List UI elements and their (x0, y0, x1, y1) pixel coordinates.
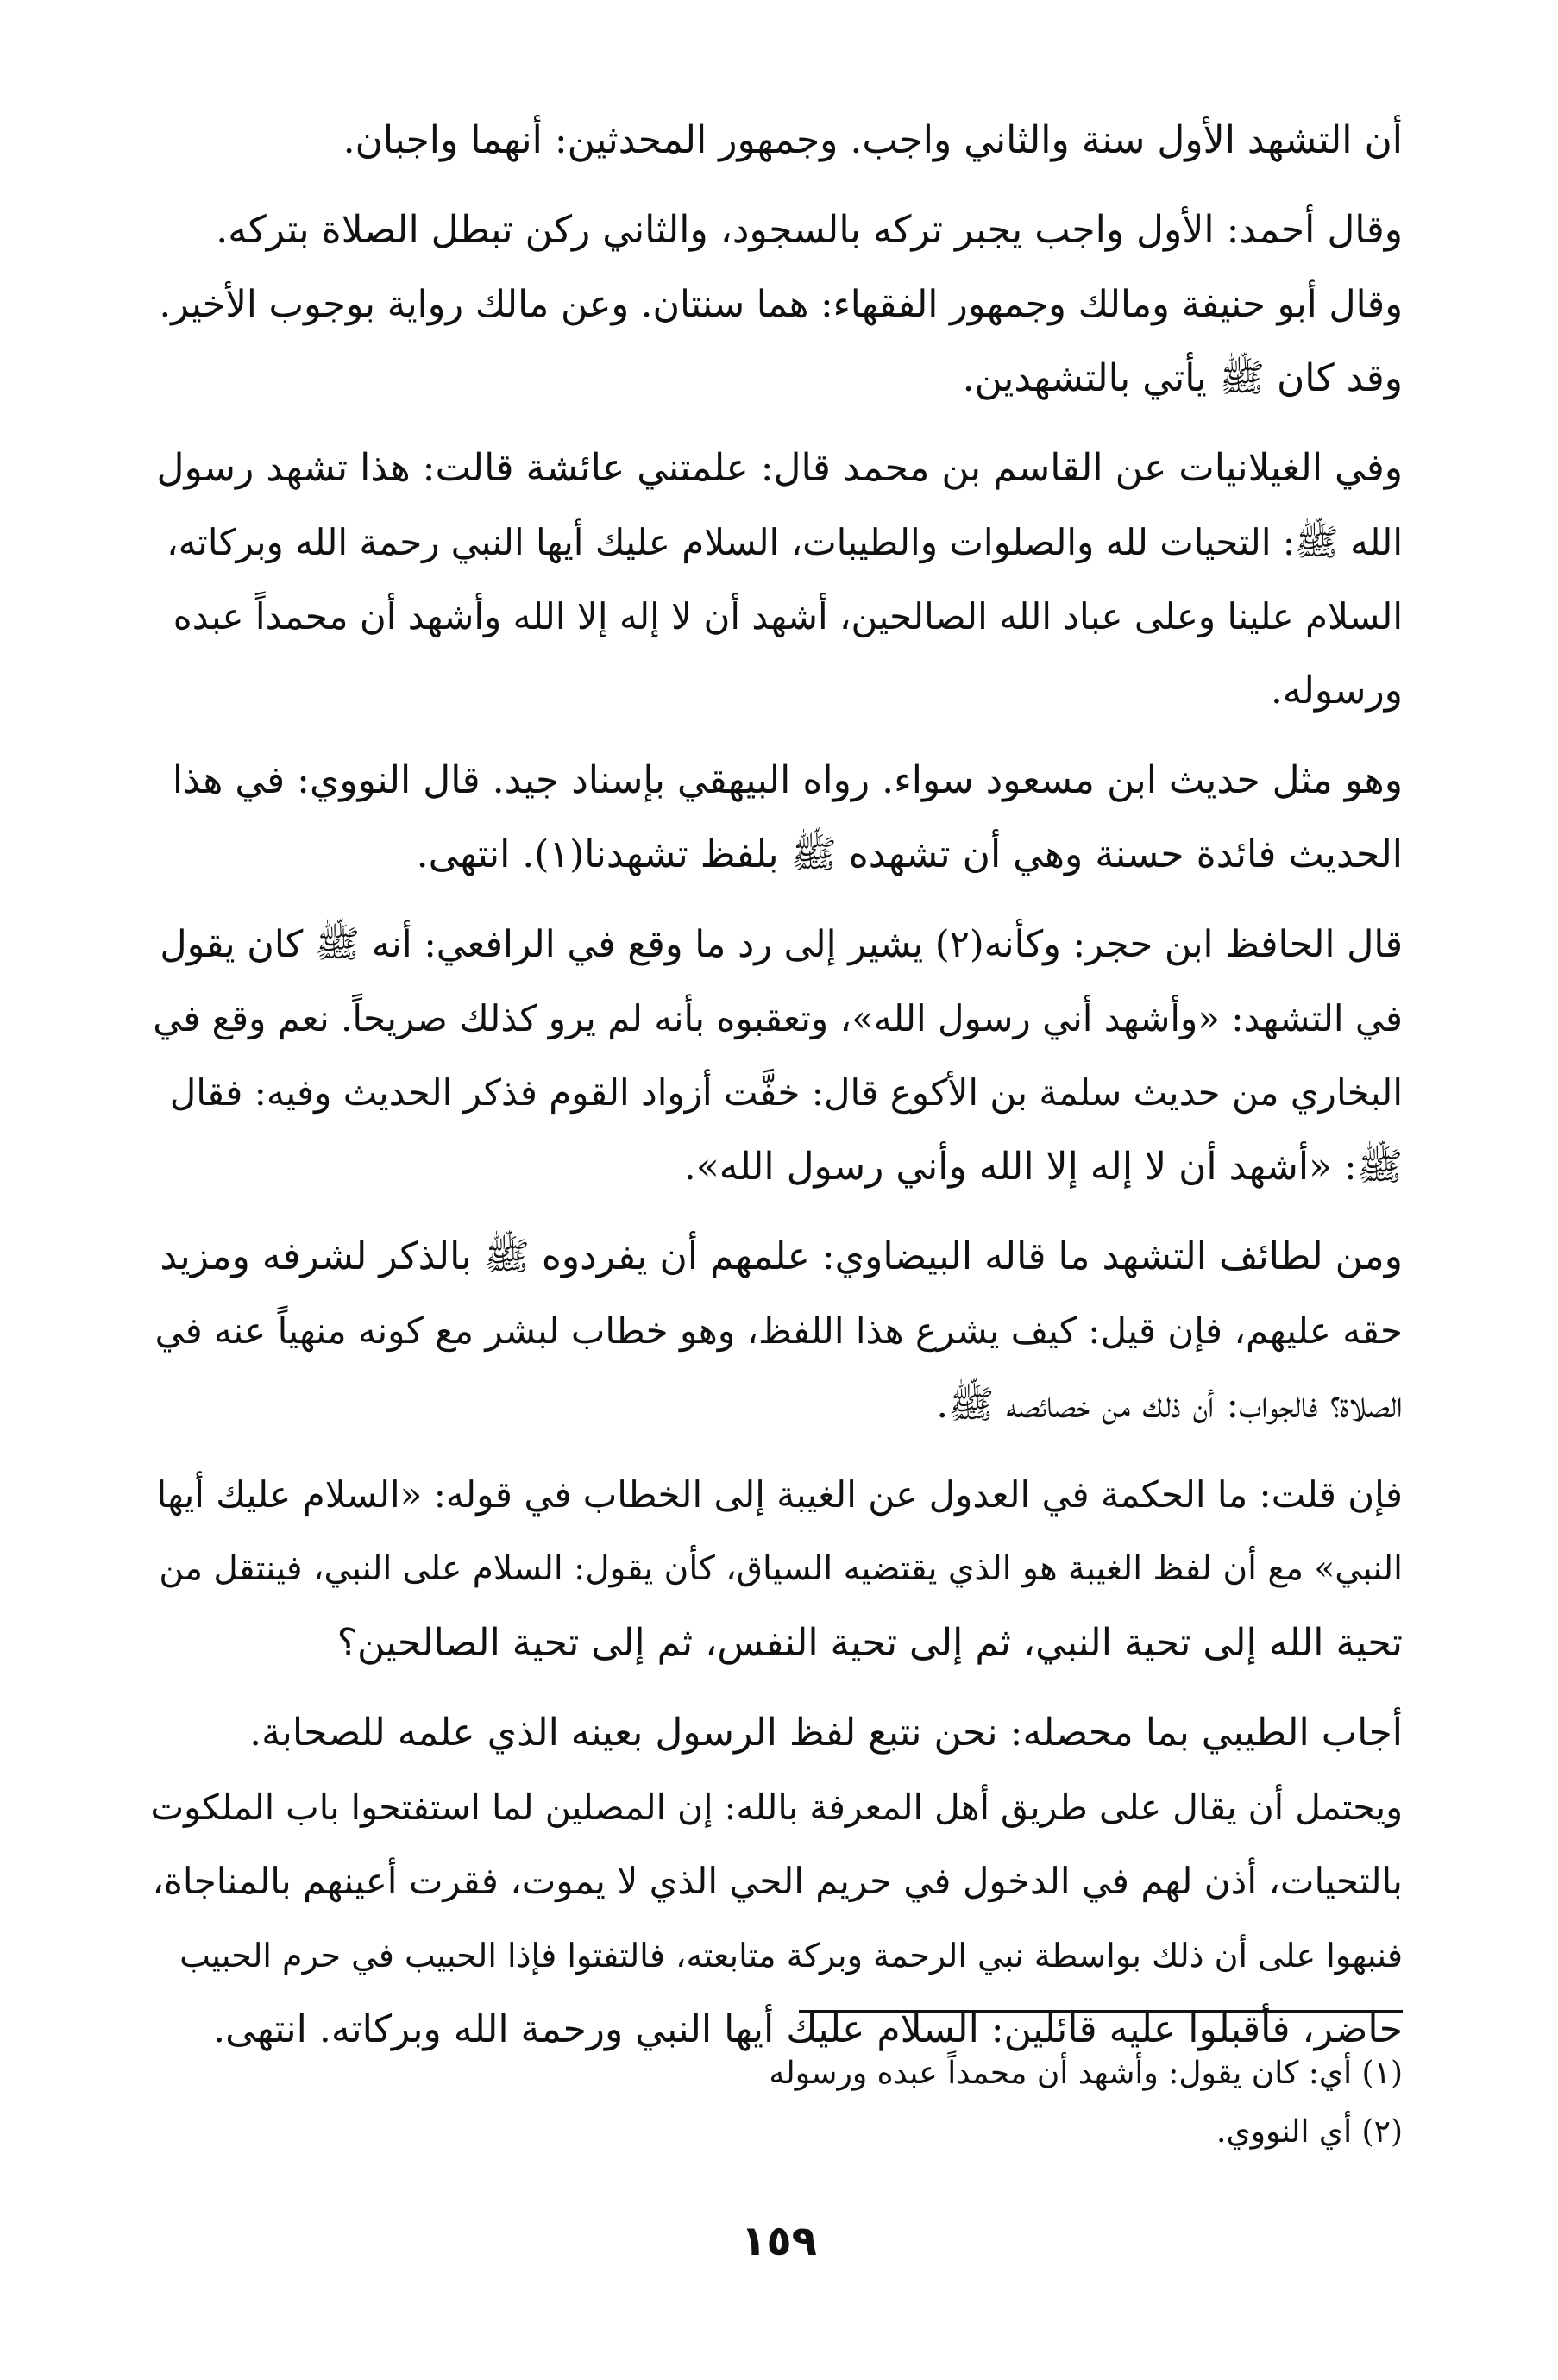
text-line: فنبهوا على أن ذلك بواسطة نبي الرحمة وبركة متابعته، فالتفتوا فإذا الحبيب في حرم الحبيب (179, 1937, 1403, 1975)
text-line: وقال أبو حنيفة ومالك وجمهور الفقهاء: هما سنتان. وعن مالك رواية بوجوب الأخير. (159, 283, 1403, 326)
text-line: حقه عليهم، فإن قيل: كيف يشرع هذا اللفظ، وهو خطاب لبشر مع كونه منهياً عنه في (154, 1309, 1403, 1352)
paragraph (151, 1458, 1403, 1680)
paragraph (151, 1220, 1403, 1442)
text-line: أجاب الطيبي بما محصله: نحن نتبع لفظ الرسول بعينه الذي علمه للصحابة. (249, 1711, 1403, 1755)
text-line: قال الحافظ ابن حجر: وكأنه(٢) يشير إلى رد ما وقع في الرافعي: أنه ﷺ كان يقول (160, 923, 1403, 966)
text-line: الله ﷺ: التحيات لله والصلوات والطيبات، السلام عليك أيها النبي رحمة الله وبركاته، (166, 521, 1403, 563)
text-line: في التشهد: «وأشهد أني رسول الله»، وتعقبوه بأنه لم يرو كذلك صريحاً. نعم وقع في (153, 997, 1403, 1039)
footnote: (٢) أي النووي. (1216, 2114, 1403, 2150)
text-line: بالتحيات، أذن لهم في الدخول في حريم الحي الذي لا يموت، فقرت أعينهم بالمناجاة، (152, 1860, 1403, 1902)
text-line: ورسوله. (1270, 669, 1403, 713)
text-line: ويحتمل أن يقال على طريق أهل المعرفة بالله: إن المصلين لما استفتحوا باب الملكوت (150, 1787, 1403, 1828)
text-line: وفي الغيلانيات عن القاسم بن محمد قال: علمتني عائشة قالت: هذا تشهد رسول (156, 446, 1403, 490)
text-line: تحية الله إلى تحية النبي، ثم إلى تحية النفس، ثم إلى تحية الصالحين؟ (336, 1621, 1403, 1665)
paragraph (151, 431, 1403, 728)
text-line: وقال أحمد: الأول واجب يجبر تركه بالسجود، والثاني ركن تبطل الصلاة بتركه. (216, 208, 1403, 252)
text-line: حاضر، فأقبلوا عليه قائلين: السلام عليك أيها النبي ورحمة الله وبركاته. انتهى. (213, 2007, 1403, 2051)
paragraph (151, 104, 1403, 178)
text-line: النبي» مع أن لفظ الغيبة هو الذي يقتضيه السياق، كأن يقول: السلام على النبي، فينتقل من (159, 1549, 1403, 1588)
page-number: ١٥٩ (741, 2217, 817, 2265)
text-line: الحديث فائدة حسنة وهي أن تشهده ﷺ بلفظ تشهدنا(١). انتهى. (416, 832, 1403, 876)
paragraph (151, 907, 1403, 1204)
text-line: وقد كان ﷺ يأتي بالتشهدين. (962, 356, 1403, 400)
text-line: البخاري من حديث سلمة بن الأكوع قال: خفَّت أزواد القوم فذكر الحديث وفيه: فقال (169, 1071, 1403, 1114)
footnotes (151, 2044, 1403, 2162)
text-line: السلام علينا وعلى عباد الله الصالحين، أشهد أن لا إله إلا الله وأشهد أن محمداً عبده (173, 595, 1403, 637)
text-line: الصلاة؟ فالجواب: أن ذلك من خصائصه ﷺ. (936, 1383, 1403, 1427)
paragraph (151, 744, 1403, 892)
text-line: ومن لطائف التشهد ما قاله البيضاوي: علمهم أن يفردوه ﷺ بالذكر لشرفه ومزيد (160, 1234, 1403, 1278)
text-line: ﷺ: «أشهد أن لا إله إلا الله وأني رسول الله». (683, 1145, 1403, 1189)
text-line: فإن قلت: ما الحكمة في العدول عن الغيبة إلى الخطاب في قوله: «السلام عليك أيها (156, 1473, 1403, 1516)
main-text (151, 104, 1403, 2082)
footnote-divider (799, 2010, 1403, 2013)
paragraph (151, 193, 1403, 416)
text-line: وهو مثل حديث ابن مسعود سواء. رواه البيهقي بإسناد جيد. قال النووي: في هذا (172, 758, 1403, 802)
text-line: أن التشهد الأول سنة والثاني واجب. وجمهور المحدثين: أنهما واجبان. (342, 118, 1403, 162)
footnote: (١) أي: كان يقول: وأشهد أن محمداً عبده ورسوله (769, 2056, 1403, 2091)
